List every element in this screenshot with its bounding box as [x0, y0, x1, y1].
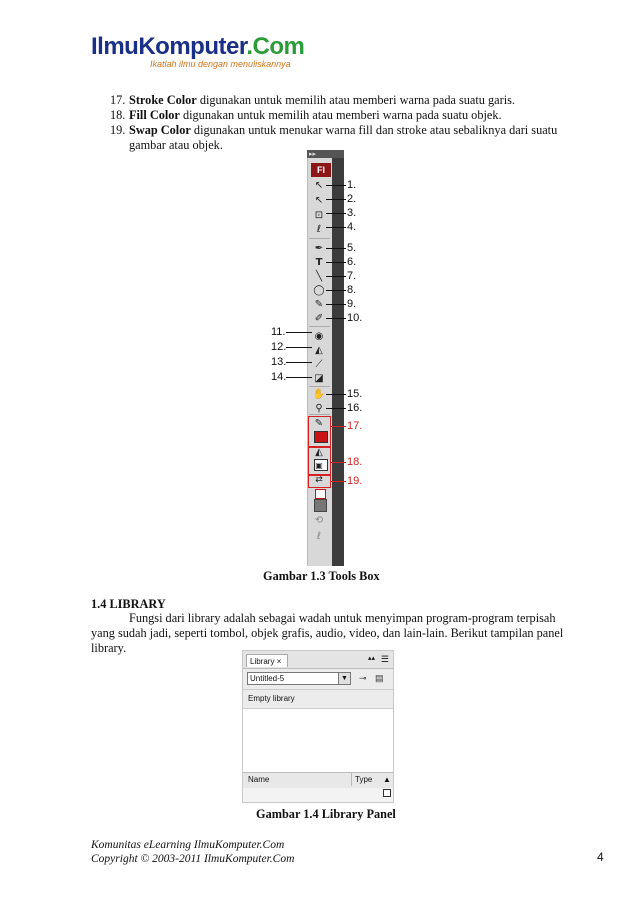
tool-label: 13. [271, 356, 287, 368]
list-number: 19. [110, 123, 126, 137]
zoom-icon[interactable]: ⚲ [315, 403, 323, 414]
free-transform-icon[interactable]: ⊡ [314, 210, 324, 221]
logo-com-text: .Com [246, 33, 305, 60]
library-tab-bar [243, 651, 393, 669]
leader-line [286, 362, 312, 363]
text-icon[interactable]: T [315, 257, 323, 268]
tool-label: 15. [347, 388, 363, 400]
library-column-header [243, 772, 393, 789]
footer-line: Komunitas eLearning IlmuKomputer.Com [91, 839, 285, 851]
new-library-panel-icon[interactable]: ▤ [375, 673, 384, 683]
leader-line [326, 185, 346, 186]
tool-label: 7. [347, 270, 357, 282]
logo-tagline: Ikatlah ilmu dengan menuliskannya [150, 59, 291, 69]
leader-line [326, 304, 346, 305]
tool-label: 9. [347, 298, 357, 310]
tool-label: 2. [347, 193, 357, 205]
footer-line: Copyright © 2003-2011 IlmuKomputer.Com [91, 853, 295, 865]
pencil-icon[interactable]: ✎ [314, 299, 324, 310]
tool-divider [309, 414, 330, 415]
leader-line [326, 227, 346, 228]
tool-label: 17. [347, 420, 363, 432]
tool-label: 8. [347, 284, 357, 296]
lasso-icon[interactable]: ℓ [316, 224, 322, 235]
list-text: digunakan untuk memilih atau memberi warna pada suatu garis. [196, 93, 516, 107]
tool-label: 16. [347, 402, 363, 414]
toolsbox-expand-icon[interactable]: ▸▸ [309, 150, 317, 158]
chevron-down-icon[interactable]: ▼ [338, 673, 350, 684]
brush-icon[interactable]: ✐ [314, 313, 324, 324]
tool-divider [309, 386, 330, 387]
panel-collapse-icon[interactable]: ▴▴ [367, 655, 375, 662]
leader-line [326, 213, 346, 214]
library-footer [243, 788, 393, 802]
leader-line [326, 318, 346, 319]
list-term: Swap Color [129, 123, 191, 137]
paint-bucket-icon[interactable]: ◭ [315, 345, 323, 356]
fill-color-icon: ▣ [315, 461, 323, 470]
tool-label: 11. [271, 326, 286, 338]
list-term: Fill Color [129, 108, 180, 122]
subselection-icon[interactable]: ↖ [314, 195, 324, 206]
list-item-continuation: gambar atau objek. [129, 138, 223, 152]
tool-label: 4. [347, 221, 357, 233]
tool-label: 19. [347, 475, 363, 487]
tool-divider [309, 326, 330, 327]
ink-bottle-icon[interactable]: ◉ [314, 331, 324, 342]
list-number: 17. [110, 93, 126, 107]
leader-line [286, 347, 312, 348]
leader-line [326, 248, 346, 249]
eyedropper-icon[interactable]: ⟋ [315, 359, 323, 370]
tool-label: 12. [271, 341, 287, 353]
logo-main-text: IlmuKomputer [91, 33, 247, 60]
page-number: 4 [597, 850, 604, 864]
snap-icon[interactable]: ⟲ [314, 515, 324, 526]
stroke-color-swatch[interactable] [314, 431, 328, 443]
tab-library[interactable] [246, 654, 288, 667]
leader-line [326, 408, 346, 409]
list-item [110, 108, 502, 123]
arrow-selection-icon[interactable]: ↖ [314, 180, 324, 191]
tool-label: 5. [347, 242, 357, 254]
hand-icon[interactable]: ✋ [312, 389, 326, 400]
leader-line [326, 290, 346, 291]
leader-line [326, 394, 346, 395]
figure-caption: Gambar 1.4 Library Panel [256, 807, 396, 821]
no-color-icon[interactable] [315, 489, 326, 499]
toggle-sort-icon[interactable] [383, 789, 391, 797]
list-number: 18. [110, 108, 126, 122]
panel-menu-icon[interactable]: ☰ [380, 654, 389, 664]
library-document-row [243, 669, 393, 689]
leader-line [330, 462, 346, 463]
leader-line [286, 377, 312, 378]
smooth-icon[interactable]: ℓ [316, 531, 322, 542]
eraser-icon[interactable]: ◪ [314, 373, 324, 384]
list-text: digunakan untuk menukar warna fill dan stroke atau sebaliknya dari suatu [190, 123, 558, 137]
tool-divider [309, 238, 330, 239]
paragraph-line: Fungsi dari library adalah sebagai wadah untuk menyimpan program-program terpisah [129, 611, 556, 625]
tool-label: 10. [347, 312, 363, 324]
library-panel [242, 650, 394, 803]
document-select[interactable] [247, 672, 351, 685]
figure-caption: Gambar 1.3 Tools Box [263, 569, 380, 583]
leader-line [326, 199, 346, 200]
oval-icon[interactable]: ◯ [313, 285, 325, 296]
stroke-color-icon[interactable]: ✎ [314, 418, 324, 429]
pen-icon[interactable]: ✒ [314, 243, 324, 254]
flash-app-badge: Fl [311, 163, 331, 177]
section-heading: 1.4 LIBRARY [91, 597, 166, 611]
empty-library-message: Empty library [243, 689, 393, 709]
close-icon[interactable]: × [276, 657, 282, 666]
column-type[interactable]: Type [355, 775, 373, 784]
list-term: Stroke Color [129, 93, 197, 107]
pin-icon[interactable]: ⊸ [359, 673, 367, 683]
leader-line [330, 481, 346, 482]
object-drawing-icon[interactable] [314, 499, 327, 512]
sort-up-icon[interactable]: ▲ [383, 775, 391, 784]
site-logo [91, 34, 304, 60]
leader-line [330, 426, 346, 427]
tool-label: 6. [347, 256, 357, 268]
paragraph-line: yang sudah jadi, seperti tombol, objek grafis, audio, video, dan lain-lain. Berikut tampilan panel [91, 626, 564, 640]
paragraph-line: library. [91, 641, 127, 655]
document-select-value: Untitled-5 [250, 674, 285, 683]
swap-colors-icon[interactable]: ⇄ [315, 475, 323, 485]
tool-label: 1. [347, 179, 357, 191]
leader-line [326, 276, 346, 277]
line-icon[interactable]: ╲ [315, 271, 323, 282]
leader-line [286, 332, 312, 333]
tab-library-label: Library [250, 657, 275, 666]
list-item [110, 123, 557, 138]
paint-bucket-small-icon[interactable]: ◭ [315, 447, 323, 458]
list-item [110, 93, 515, 108]
leader-line [326, 262, 346, 263]
list-text: digunakan untuk memilih atau memberi warna pada suatu objek. [179, 108, 502, 122]
tool-label: 14. [271, 371, 287, 383]
tool-label: 18. [347, 456, 363, 468]
tool-label: 3. [347, 207, 357, 219]
column-name[interactable]: Name [248, 775, 270, 784]
